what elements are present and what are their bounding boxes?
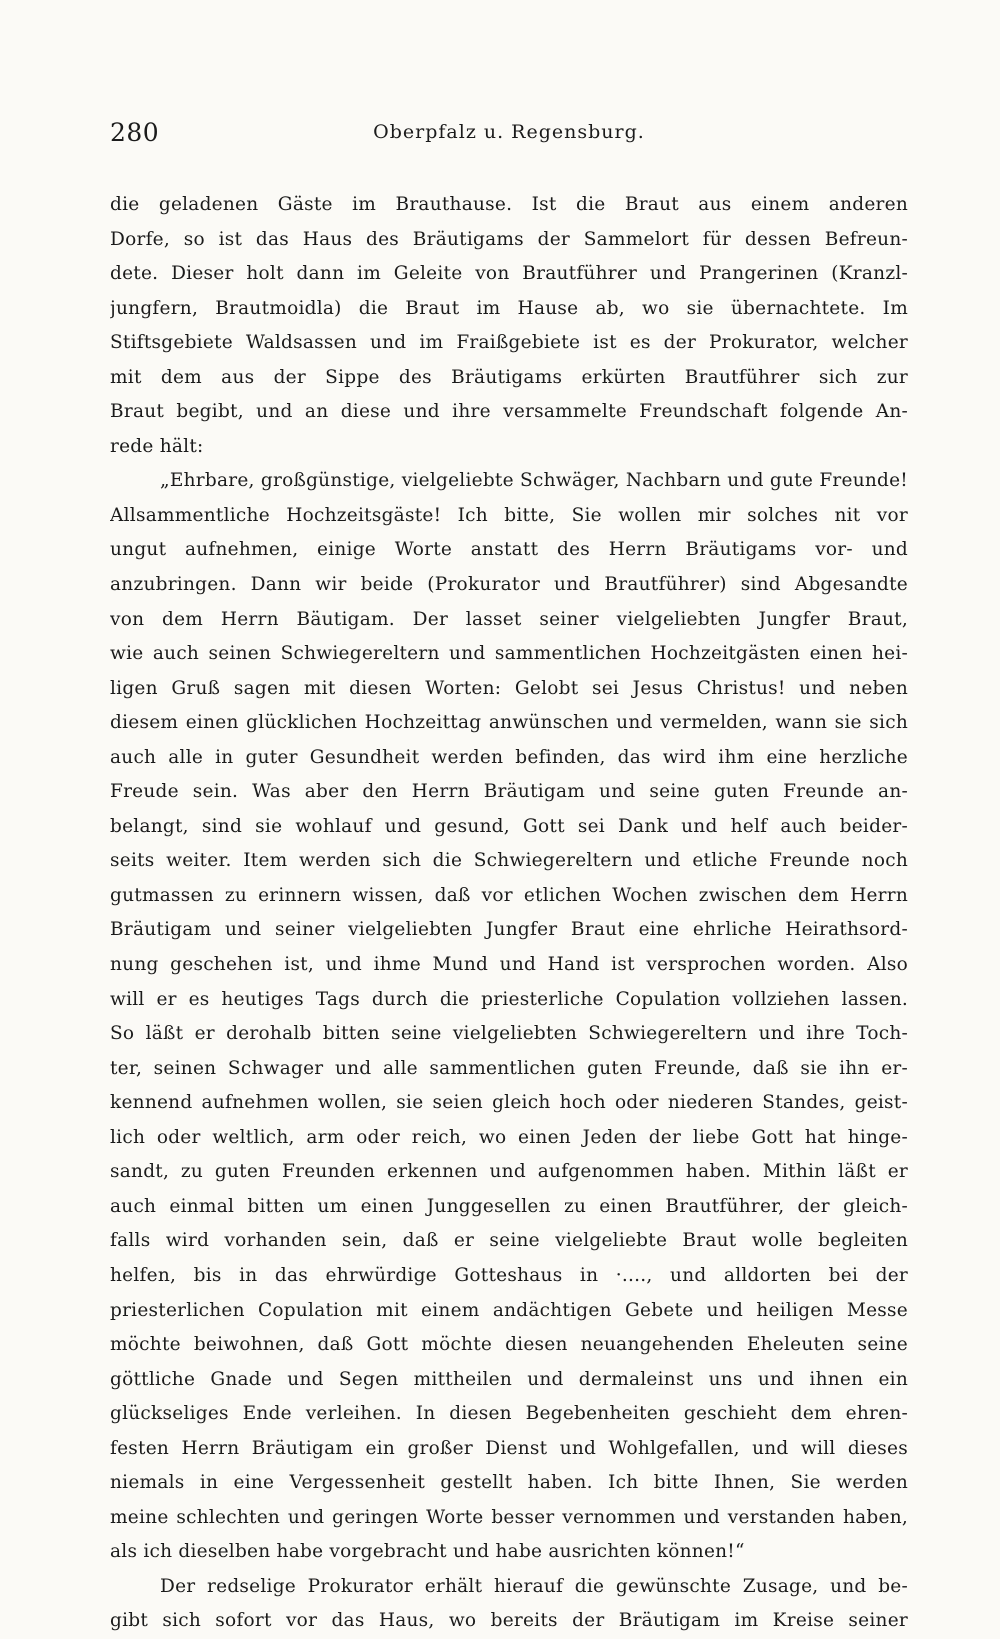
page-header [110,118,908,166]
text-line: gibt sich sofort vor das Haus, wo bereits der Bräutigam im Kreise seiner [110,1610,908,1632]
text-line: lich oder weltlich, arm oder reich, wo einen Jeden der liebe Gott hat hinge- [110,1126,908,1148]
text-line: gutmassen zu erinnern wissen, daß vor etlichen Wochen zwischen dem Herrn [110,884,908,906]
text-line: auch einmal bitten um einen Junggesellen zu einen Brautführer, der gleich- [110,1195,908,1217]
text-line: dete. Dieser holt dann im Geleite von Brautführer und Prangerinen (Kranzl- [110,263,908,285]
text-line: als ich dieselben habe vorgebracht und habe ausrichten können!“ [110,1541,745,1563]
text-line: Stiftsgebiete Waldsassen und im Fraißgebiete ist es der Prokurator, welcher [110,332,908,354]
text-line: belangt, sind sie wohlauf und gesund, Gott sei Dank und helf auch beider- [110,815,908,837]
book-page [110,118,908,1632]
text-line: nung geschehen ist, und ihme Mund und Hand ist versprochen worden. Also [110,954,908,976]
text-line: kennend aufnehmen wollen, sie seien gleich hoch oder niederen Standes, geist- [110,1092,908,1114]
text-line: diesem einen glücklichen Hochzeittag anwünschen und vermelden, wann sie sich [110,712,908,734]
text-line: mit dem aus der Sippe des Bräutigams erkürten Brautführer sich zur [110,366,908,388]
text-line: niemals in eine Vergessenheit gestellt haben. Ich bitte Ihnen, Sie werden [110,1472,908,1494]
text-line: rede hält: [110,435,204,457]
text-line: Bräutigam und seiner vielgeliebten Jungfer Braut eine ehrliche Heirathsord- [110,919,908,941]
text-line: wie auch seinen Schwiegereltern und sammentlichen Hochzeitgästen einen hei- [110,643,908,665]
text-line: auch alle in guter Gesundheit werden befinden, das wird ihm eine herzliche [110,746,908,768]
text-line: priesterlichen Copulation mit einem andächtigen Gebete und heiligen Messe [110,1299,908,1321]
text-line: Allsammentliche Hochzeitsgäste! Ich bitte, Sie wollen mir solches nit vor [110,504,908,526]
text-line: glückseliges Ende verleihen. In diesen Begebenheiten geschieht dem ehren- [110,1403,908,1425]
text-line: ungut aufnehmen, einige Worte anstatt des Herrn Bräutigams vor- und [110,539,908,561]
text-line: ter, seinen Schwager und alle sammentlichen guten Freunde, daß sie ihn er- [110,1057,908,1079]
text-line: von dem Herrn Bäutigam. Der lasset seiner vielgeliebten Jungfer Braut, [110,608,908,630]
text-line: Der redselige Prokurator erhält hierauf die gewünschte Zusage, und be- [160,1575,908,1597]
text-line: Braut begibt, und an diese und ihre versammelte Freundschaft folgende An- [110,401,908,423]
text-line: ligen Gruß sagen mit diesen Worten: Gelobt sei Jesus Christus! und neben [110,677,908,699]
text-line: falls wird vorhanden sein, daß er seine vielgeliebte Braut wolle begleiten [110,1230,908,1252]
text-line: „Ehrbare, großgünstige, vielgeliebte Schwäger, Nachbarn und gute Freunde! [160,470,908,492]
text-line: jungfern, Brautmoidla) die Braut im Hause ab, wo sie übernachtete. Im [110,297,908,319]
text-line: anzubringen. Dann wir beide (Prokurator und Brautführer) sind Abgesandte [110,574,908,596]
text-line: Dorfe, so ist das Haus des Bräutigams der Sammelort für dessen Befreun- [110,228,908,250]
text-line: festen Herrn Bräutigam ein großer Dienst und Wohlgefallen, und will dieses [110,1437,908,1459]
text-line: meine schlechten und geringen Worte besser vernommen und verstanden haben, [110,1506,908,1528]
text-line: So läßt er derohalb bitten seine vielgeliebten Schwiegereltern und ihre Toch- [110,1023,908,1045]
text-line: seits weiter. Item werden sich die Schwiegereltern und etliche Freunde noch [110,850,908,872]
text-line: helfen, bis in das ehrwürdige Gotteshaus in ·...., und alldorten bei der [110,1264,908,1286]
text-line: möchte beiwohnen, daß Gott möchte diesen neuangehenden Eheleuten seine [110,1334,908,1356]
body-text [110,188,908,1639]
text-line: Freude sein. Was aber den Herrn Bräutigam und seine guten Freunde an- [110,781,908,803]
running-title: Oberpfalz u. Regensburg. [373,121,645,143]
text-line: will er es heutiges Tags durch die priesterliche Copulation vollziehen lassen. [110,988,908,1010]
page-number: 280 [110,118,160,147]
text-line: die geladenen Gäste im Brauthause. Ist die Braut aus einem anderen [110,194,908,215]
text-line: sandt, zu guten Freunden erkennen und aufgenommen haben. Mithin läßt er [110,1161,908,1183]
text-line: göttliche Gnade und Segen mittheilen und dermaleinst uns und ihnen ein [110,1368,908,1390]
